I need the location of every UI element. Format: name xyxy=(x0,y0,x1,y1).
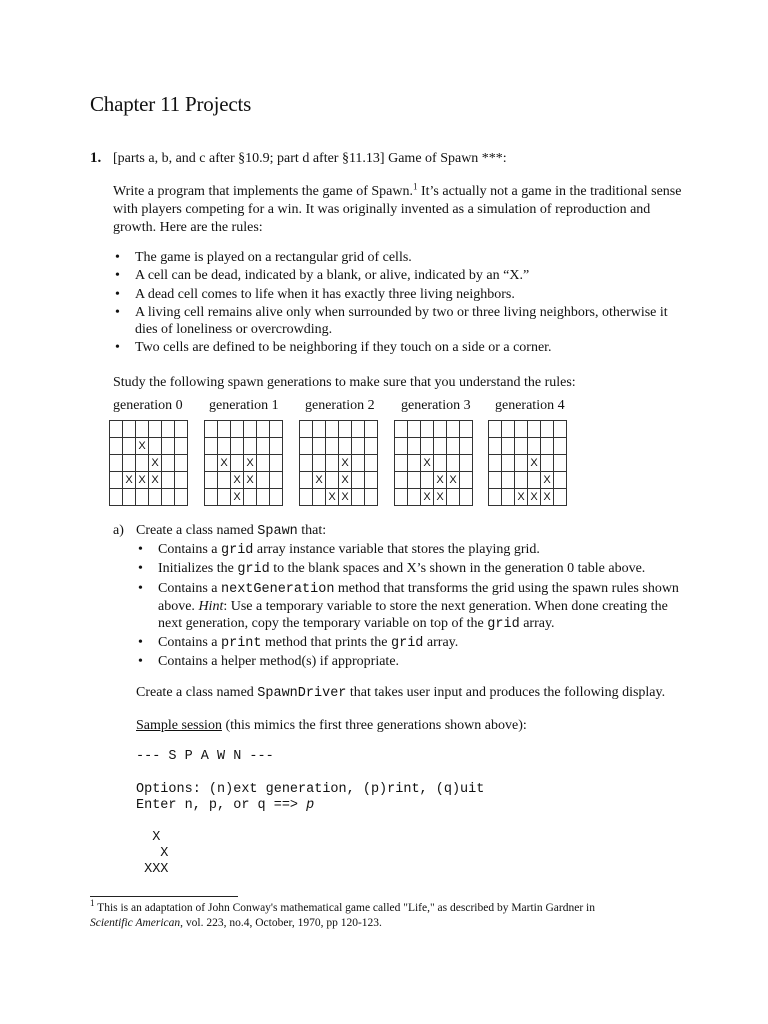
dead-cell xyxy=(175,421,188,438)
grid-row xyxy=(205,455,283,472)
dead-cell xyxy=(300,421,313,438)
rule-text: A living cell remains alive only when surrounded by two or three living neighbors, otherwise it xyxy=(135,304,668,320)
dead-cell xyxy=(149,489,162,506)
dead-cell xyxy=(502,472,515,489)
code-fragment: grid xyxy=(487,616,520,632)
live-cell: X xyxy=(244,472,257,489)
rule-item xyxy=(113,286,693,303)
dead-cell xyxy=(326,455,339,472)
rule-text: A cell can be dead, indicated by a blank, or alive, indicated by an “X.” xyxy=(135,268,530,284)
session-header: --- S P A W N --- xyxy=(136,749,274,764)
dead-cell xyxy=(515,438,528,455)
dead-cell xyxy=(149,438,162,455)
rule-text: dies of loneliness or overcrowding. xyxy=(135,321,333,337)
code-fragment: grid xyxy=(221,543,254,558)
dead-cell xyxy=(352,421,365,438)
live-cell: X xyxy=(136,438,149,455)
intro-text: Write a program that implements the game of Spawn. xyxy=(113,184,413,199)
dead-cell xyxy=(352,455,365,472)
live-cell: X xyxy=(528,489,541,506)
dead-cell xyxy=(218,421,231,438)
dead-cell xyxy=(447,455,460,472)
dead-cell xyxy=(110,455,123,472)
grid-row xyxy=(489,489,567,506)
dead-cell xyxy=(244,489,257,506)
dead-cell xyxy=(502,455,515,472)
text-fragment: Contains a xyxy=(158,542,221,557)
dead-cell xyxy=(257,455,270,472)
text-fragment: Contains a xyxy=(158,580,221,596)
code-fragment: nextGeneration xyxy=(221,581,335,597)
item-number: 1. xyxy=(90,150,102,166)
dead-cell xyxy=(460,421,473,438)
generation-label: generation 1 xyxy=(209,398,279,413)
rule-text: Two cells are defined to be neighboring if they touch on a side or a corner. xyxy=(135,340,552,356)
dead-cell xyxy=(447,489,460,506)
live-cell: X xyxy=(434,472,447,489)
part-a-list xyxy=(136,541,696,671)
generation-grid xyxy=(488,420,567,506)
dead-cell xyxy=(205,489,218,506)
dead-cell xyxy=(326,438,339,455)
live-cell: X xyxy=(339,472,352,489)
grid-row xyxy=(489,472,567,489)
code-fragment: print xyxy=(221,635,262,651)
live-cell: X xyxy=(149,472,162,489)
grid-row xyxy=(489,438,567,455)
dead-cell xyxy=(515,455,528,472)
grid-row xyxy=(110,472,188,489)
dead-cell xyxy=(528,421,541,438)
dead-cell xyxy=(352,489,365,506)
grid-row xyxy=(300,489,378,506)
dead-cell xyxy=(352,438,365,455)
part-a-intro xyxy=(136,522,326,541)
live-cell: X xyxy=(136,472,149,489)
dead-cell xyxy=(162,455,175,472)
dead-cell xyxy=(123,455,136,472)
dead-cell xyxy=(489,489,502,506)
dead-cell xyxy=(489,472,502,489)
grid-row xyxy=(395,455,473,472)
text-fragment: Create a class named xyxy=(136,685,258,700)
live-cell: X xyxy=(541,472,554,489)
dead-cell xyxy=(162,472,175,489)
intro-paragraph xyxy=(113,183,713,237)
dead-cell xyxy=(352,472,365,489)
dead-cell xyxy=(408,438,421,455)
live-cell: X xyxy=(447,472,460,489)
dead-cell xyxy=(162,489,175,506)
grid-row xyxy=(395,421,473,438)
dead-cell xyxy=(205,438,218,455)
code-fragment: grid xyxy=(237,562,270,578)
live-cell: X xyxy=(541,489,554,506)
dead-cell xyxy=(205,455,218,472)
session-prompt xyxy=(136,798,314,813)
rules-list xyxy=(113,249,693,357)
dead-cell xyxy=(460,472,473,489)
dead-cell xyxy=(460,455,473,472)
dead-cell xyxy=(326,472,339,489)
grid-row xyxy=(300,455,378,472)
requirement-item xyxy=(136,560,696,578)
live-cell: X xyxy=(231,489,244,506)
hint-label: Hint xyxy=(198,598,224,614)
live-cell: X xyxy=(326,489,339,506)
dead-cell xyxy=(489,421,502,438)
grid-row xyxy=(110,455,188,472)
dead-cell xyxy=(175,489,188,506)
dead-cell xyxy=(231,455,244,472)
live-cell: X xyxy=(149,455,162,472)
intro-text: with players competing for a win. It was originally invented as a simulation of reproduction and xyxy=(113,202,651,217)
dead-cell xyxy=(313,421,326,438)
session-output-line: X xyxy=(136,830,161,845)
generation-label: generation 4 xyxy=(495,398,565,413)
class-name-code: Spawn xyxy=(257,524,298,539)
grid-row xyxy=(489,421,567,438)
dead-cell xyxy=(257,438,270,455)
dead-cell xyxy=(175,438,188,455)
generation-label: generation 2 xyxy=(305,398,375,413)
footnote-text: This is an adaptation of John Conway's mathematical game called "Life," as described by Martin Gardner in xyxy=(94,902,595,914)
live-cell: X xyxy=(339,489,352,506)
footnote-ref: 1 xyxy=(412,181,418,192)
footnote xyxy=(90,898,690,931)
text-fragment: that: xyxy=(297,523,327,538)
text-fragment: above. xyxy=(158,598,199,614)
text-fragment: that takes user input and produces the following display. xyxy=(346,685,666,700)
dead-cell xyxy=(205,421,218,438)
dead-cell xyxy=(408,421,421,438)
sample-session-label: Sample session xyxy=(136,718,222,733)
text-fragment: method that transforms the grid using the spawn rules shown xyxy=(334,580,679,596)
session-output-line: XXX xyxy=(136,862,169,877)
study-text: Study the following spawn generations to make sure that you understand the rules: xyxy=(113,375,576,390)
grid-row xyxy=(395,472,473,489)
text-fragment: array. xyxy=(519,615,555,631)
dead-cell xyxy=(218,472,231,489)
dead-cell xyxy=(541,421,554,438)
generation-label: generation 0 xyxy=(113,398,183,413)
dead-cell xyxy=(313,489,326,506)
live-cell: X xyxy=(123,472,136,489)
live-cell: X xyxy=(231,472,244,489)
rule-item xyxy=(113,339,693,356)
dead-cell xyxy=(123,489,136,506)
generation-grid xyxy=(299,420,378,506)
session-options: Options: (n)ext generation, (p)rint, (q)uit xyxy=(136,782,485,797)
dead-cell xyxy=(231,438,244,455)
dead-cell xyxy=(218,489,231,506)
dead-cell xyxy=(365,438,378,455)
dead-cell xyxy=(502,421,515,438)
grid-row xyxy=(300,421,378,438)
live-cell: X xyxy=(421,489,434,506)
prompt-text: Enter n, p, or q ==> xyxy=(136,798,307,813)
dead-cell xyxy=(365,421,378,438)
grid-row xyxy=(395,438,473,455)
dead-cell xyxy=(257,472,270,489)
session-output-line: X xyxy=(136,846,169,861)
live-cell: X xyxy=(421,455,434,472)
live-cell: X xyxy=(515,489,528,506)
dead-cell xyxy=(110,472,123,489)
dead-cell xyxy=(300,455,313,472)
dead-cell xyxy=(541,438,554,455)
text-fragment: Create a class named xyxy=(136,523,258,538)
generation-grid xyxy=(394,420,473,506)
grid-row xyxy=(110,489,188,506)
dead-cell xyxy=(300,472,313,489)
grid-row xyxy=(110,421,188,438)
requirement-item xyxy=(136,541,696,559)
dead-cell xyxy=(489,455,502,472)
text-fragment: next generation, copy the temporary variable on top of the xyxy=(158,615,488,631)
sample-session-heading xyxy=(136,717,527,735)
dead-cell xyxy=(136,489,149,506)
dead-cell xyxy=(110,421,123,438)
rule-text: The game is played on a rectangular grid of cells. xyxy=(135,250,412,265)
text-fragment: to the blank spaces and X’s shown in the generation 0 table above. xyxy=(269,561,646,577)
dead-cell xyxy=(257,421,270,438)
dead-cell xyxy=(123,421,136,438)
dead-cell xyxy=(270,472,283,489)
dead-cell xyxy=(554,455,567,472)
grid-row xyxy=(110,438,188,455)
rule-item xyxy=(113,249,693,266)
dead-cell xyxy=(162,421,175,438)
text-fragment: (this mimics the first three generations shown above): xyxy=(221,718,527,733)
live-cell: X xyxy=(244,455,257,472)
dead-cell xyxy=(421,472,434,489)
dead-cell xyxy=(434,438,447,455)
dead-cell xyxy=(313,438,326,455)
live-cell: X xyxy=(434,489,447,506)
dead-cell xyxy=(395,421,408,438)
dead-cell xyxy=(136,421,149,438)
text-fragment: array. xyxy=(423,634,459,650)
generation-grid xyxy=(109,420,188,506)
dead-cell xyxy=(300,489,313,506)
dead-cell xyxy=(515,421,528,438)
dead-cell xyxy=(447,421,460,438)
rule-text: A dead cell comes to life when it has exactly three living neighbors. xyxy=(135,286,515,302)
part-a-marker: a) xyxy=(113,523,124,538)
live-cell: X xyxy=(313,472,326,489)
grid-row xyxy=(205,472,283,489)
footnote-mark: 1 xyxy=(90,898,95,909)
user-input: p xyxy=(306,798,315,813)
page-title: Chapter 11 Projects xyxy=(90,92,252,116)
dead-cell xyxy=(434,455,447,472)
intro-text: It’s actually not a game in the traditional sense xyxy=(417,184,682,199)
dead-cell xyxy=(541,455,554,472)
footnote-text: , vol. 223, no.4, October, 1970, pp 120-123. xyxy=(180,917,382,929)
dead-cell xyxy=(365,489,378,506)
grid-row xyxy=(489,455,567,472)
dead-cell xyxy=(515,472,528,489)
dead-cell xyxy=(231,421,244,438)
dead-cell xyxy=(408,472,421,489)
dead-cell xyxy=(528,472,541,489)
grid-row xyxy=(300,472,378,489)
grid-row xyxy=(205,489,283,506)
dead-cell xyxy=(149,421,162,438)
dead-cell xyxy=(554,489,567,506)
dead-cell xyxy=(313,455,326,472)
dead-cell xyxy=(218,438,231,455)
dead-cell xyxy=(326,421,339,438)
grid-row xyxy=(205,438,283,455)
dead-cell xyxy=(339,438,352,455)
dead-cell xyxy=(300,438,313,455)
dead-cell xyxy=(395,472,408,489)
dead-cell xyxy=(421,438,434,455)
dead-cell xyxy=(408,455,421,472)
text-fragment: : Use a temporary variable to store the next generation. When done creating the xyxy=(223,598,668,614)
dead-cell xyxy=(408,489,421,506)
rule-item xyxy=(113,304,693,338)
dead-cell xyxy=(554,472,567,489)
generation-label: generation 3 xyxy=(401,398,471,413)
dead-cell xyxy=(110,489,123,506)
class-name-code: SpawnDriver xyxy=(257,686,347,701)
dead-cell xyxy=(270,438,283,455)
dead-cell xyxy=(447,438,460,455)
item-header: [parts a, b, and c after §10.9; part d after §11.13] Game of Spawn ***: xyxy=(113,151,507,166)
live-cell: X xyxy=(528,455,541,472)
journal-title: Scientific American xyxy=(90,917,181,929)
dead-cell xyxy=(270,455,283,472)
dead-cell xyxy=(110,438,123,455)
requirement-item xyxy=(136,580,696,633)
grid-row xyxy=(205,421,283,438)
dead-cell xyxy=(205,472,218,489)
dead-cell xyxy=(554,438,567,455)
dead-cell xyxy=(244,438,257,455)
dead-cell xyxy=(460,489,473,506)
text-fragment: array instance variable that stores the playing grid. xyxy=(253,542,540,557)
dead-cell xyxy=(421,421,434,438)
grid-row xyxy=(300,438,378,455)
requirement-item xyxy=(136,653,696,670)
requirement-item xyxy=(136,634,696,652)
text-fragment: Contains a xyxy=(158,634,221,650)
dead-cell xyxy=(339,421,352,438)
rule-item xyxy=(113,267,693,284)
dead-cell xyxy=(175,472,188,489)
dead-cell xyxy=(244,421,257,438)
dead-cell xyxy=(528,438,541,455)
dead-cell xyxy=(162,438,175,455)
dead-cell xyxy=(502,489,515,506)
dead-cell xyxy=(460,438,473,455)
generation-grid xyxy=(204,420,283,506)
dead-cell xyxy=(395,438,408,455)
dead-cell xyxy=(395,489,408,506)
dead-cell xyxy=(365,455,378,472)
live-cell: X xyxy=(218,455,231,472)
dead-cell xyxy=(395,455,408,472)
text-fragment: Contains a helper method(s) if appropriate. xyxy=(158,654,400,670)
dead-cell xyxy=(270,421,283,438)
dead-cell xyxy=(434,421,447,438)
dead-cell xyxy=(554,421,567,438)
dead-cell xyxy=(365,472,378,489)
code-fragment: grid xyxy=(391,635,424,651)
dead-cell xyxy=(489,438,502,455)
dead-cell xyxy=(270,489,283,506)
grid-row xyxy=(395,489,473,506)
text-fragment: Initializes the xyxy=(158,561,238,577)
live-cell: X xyxy=(339,455,352,472)
dead-cell xyxy=(136,455,149,472)
footnote-divider xyxy=(90,896,238,897)
text-fragment: method that prints the xyxy=(261,634,391,650)
dead-cell xyxy=(257,489,270,506)
driver-paragraph xyxy=(136,684,665,703)
dead-cell xyxy=(502,438,515,455)
intro-text: growth. Here are the rules: xyxy=(113,220,263,235)
dead-cell xyxy=(123,438,136,455)
dead-cell xyxy=(175,455,188,472)
